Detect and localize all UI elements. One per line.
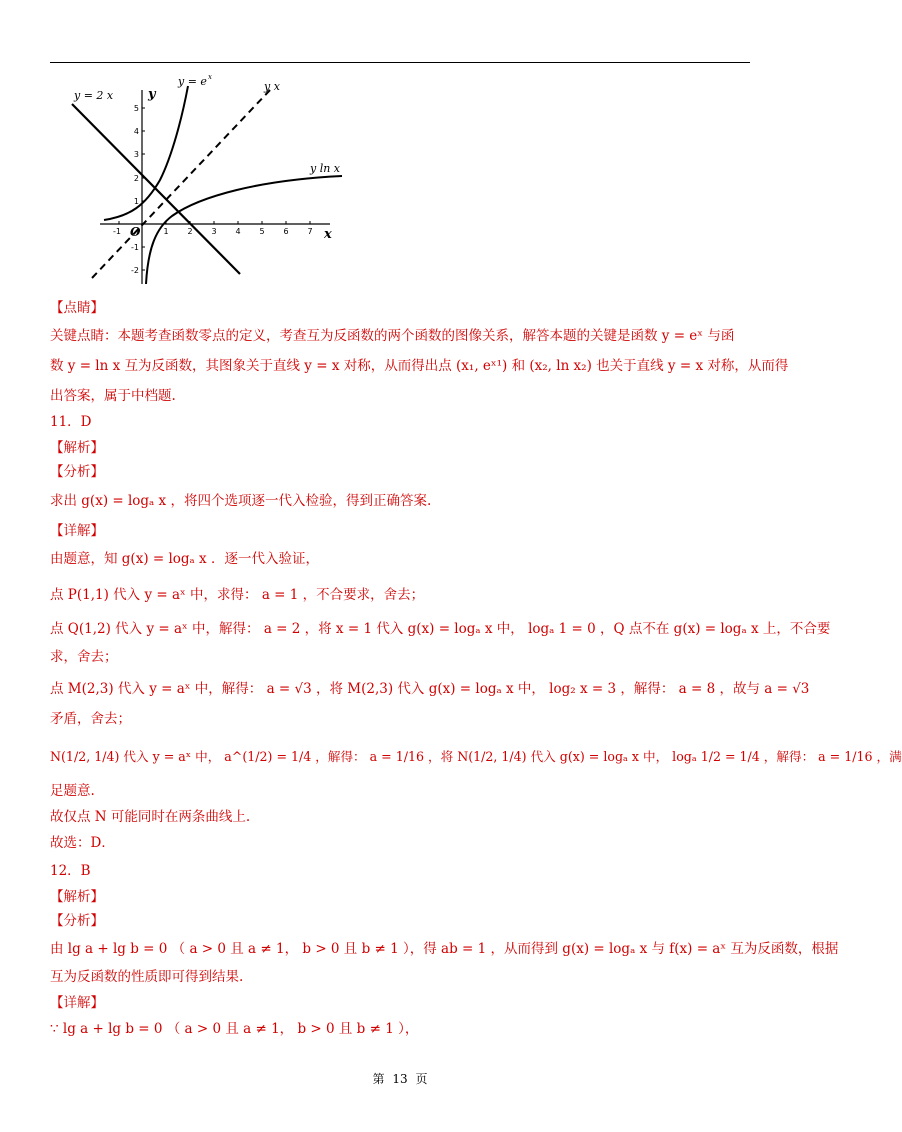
x-tick-label: -1 bbox=[113, 227, 121, 236]
line-y-2-minus-x bbox=[72, 104, 240, 274]
y-tick-label: 1 bbox=[133, 197, 139, 206]
x-tick-label: 5 bbox=[259, 227, 265, 236]
axis-label-origin: O bbox=[130, 225, 141, 239]
curve-log bbox=[146, 176, 342, 284]
label-diag: y x bbox=[264, 80, 280, 93]
x-tick-label: 6 bbox=[283, 227, 289, 236]
section-heading-fenxi: 【分析】 bbox=[50, 464, 104, 480]
section-heading-jiexi: 【解析】 bbox=[50, 440, 104, 456]
text-line: 由 lg a + lg b = 0 （ a > 0 且 a ≠ 1， b > 0 且 b ≠ 1 ），得 ab = 1 ，从而得到 g(x) = logₐ x 与 f(x) = aˣ 互为反函数，根据 bbox=[50, 941, 839, 957]
text-line: 矛盾，舍去； bbox=[50, 711, 131, 727]
label-log: y ln x bbox=[310, 162, 341, 175]
x-tick-label: 3 bbox=[211, 227, 217, 236]
text-line: 故仅点 N 可能同时在两条曲线上. bbox=[50, 809, 251, 825]
text-line: 点 Q(1,2) 代入 y = aˣ 中，解得： a = 2 ，将 x = 1 代入 g(x) = logₐ x 中， logₐ 1 = 0 ，Q 点不在 g(x) = logₐ x 上，不合要 bbox=[50, 621, 831, 637]
function-graph bbox=[60, 68, 360, 290]
axis-label-x: x bbox=[324, 227, 332, 242]
x-tick-label: 7 bbox=[307, 227, 313, 236]
text-line: ∵ lg a + lg b = 0 （ a > 0 且 a ≠ 1， b > 0 且 b ≠ 1 ）， bbox=[50, 1021, 419, 1037]
label-exp: y = e bbox=[178, 75, 207, 88]
y-tick-label: -2 bbox=[131, 266, 139, 275]
page-footer bbox=[0, 1070, 800, 1087]
x-tick-label: 2 bbox=[187, 227, 193, 236]
label-line-neg: y = 2 x bbox=[74, 89, 114, 102]
footer-suffix: 页 bbox=[415, 1072, 428, 1086]
section-heading-xiangjie: 【详解】 bbox=[50, 995, 104, 1011]
answer-12: 12．B bbox=[50, 863, 91, 879]
x-tick-label: 4 bbox=[235, 227, 241, 236]
y-tick-label: 3 bbox=[133, 150, 139, 159]
text-line: 求出 g(x) = logₐ x ，将四个选项逐一代入检验，得到正确答案. bbox=[50, 493, 432, 509]
page-number: 13 bbox=[392, 1072, 408, 1086]
curve-exp bbox=[104, 86, 188, 220]
y-tick-label: 4 bbox=[133, 127, 139, 136]
text-line: 出答案，属于中档题. bbox=[50, 388, 176, 404]
section-heading-fenxi: 【分析】 bbox=[50, 913, 104, 929]
text-line: 由题意，知 g(x) = logₐ x ．逐一代入验证， bbox=[50, 551, 319, 567]
text-line: 互为反函数的性质即可得到结果. bbox=[50, 969, 244, 985]
section-heading-dianjing: 【点睛】 bbox=[50, 300, 104, 316]
text-line: 数 y = ln x 互为反函数，其图象关于直线 y = x 对称，从而得出点 (x₁, eˣ¹) 和 (x₂, ln x₂) 也关于直线 y = x 对称，从而得 bbox=[50, 358, 789, 374]
y-tick-label: 5 bbox=[133, 104, 139, 113]
section-heading-jiexi: 【解析】 bbox=[50, 889, 104, 905]
text-line: 点 M(2,3) 代入 y = aˣ 中，解得： a = √3 ，将 M(2,3) 代入 g(x) = logₐ x 中， log₂ x = 3 ，解得： a = 8 ，故与 a = √3 bbox=[50, 681, 810, 697]
text-line: N(1/2, 1/4) 代入 y = aˣ 中， a^(1/2) = 1/4 ，解得： a = 1/16 ，将 N(1/2, 1/4) 代入 g(x) = logₐ x 中， logₐ 1/2 = 1/4 ，解得： a = 1/16 ，满 bbox=[50, 749, 902, 764]
footer-prefix: 第 bbox=[372, 1072, 385, 1086]
x-tick-label: 1 bbox=[163, 227, 169, 236]
y-tick-label: 2 bbox=[133, 174, 139, 183]
text-line: 故选：D． bbox=[50, 835, 115, 851]
axis-label-y: y bbox=[148, 87, 156, 102]
y-tick-label: -1 bbox=[131, 243, 139, 252]
text-line: 关键点睛：本题考查函数零点的定义，考查互为反函数的两个函数的图像关系，解答本题的关键是函数 y = eˣ 与函 bbox=[50, 328, 735, 344]
answer-11: 11．D bbox=[50, 414, 92, 430]
section-heading-xiangjie: 【详解】 bbox=[50, 523, 104, 539]
text-line: 足题意. bbox=[50, 783, 95, 799]
text-line: 点 P(1,1) 代入 y = aˣ 中，求得： a = 1 ，不合要求，舍去； bbox=[50, 587, 425, 603]
text-line: 求，舍去； bbox=[50, 649, 118, 665]
label-exp-sup: x bbox=[208, 73, 212, 81]
header-rule bbox=[50, 62, 750, 63]
